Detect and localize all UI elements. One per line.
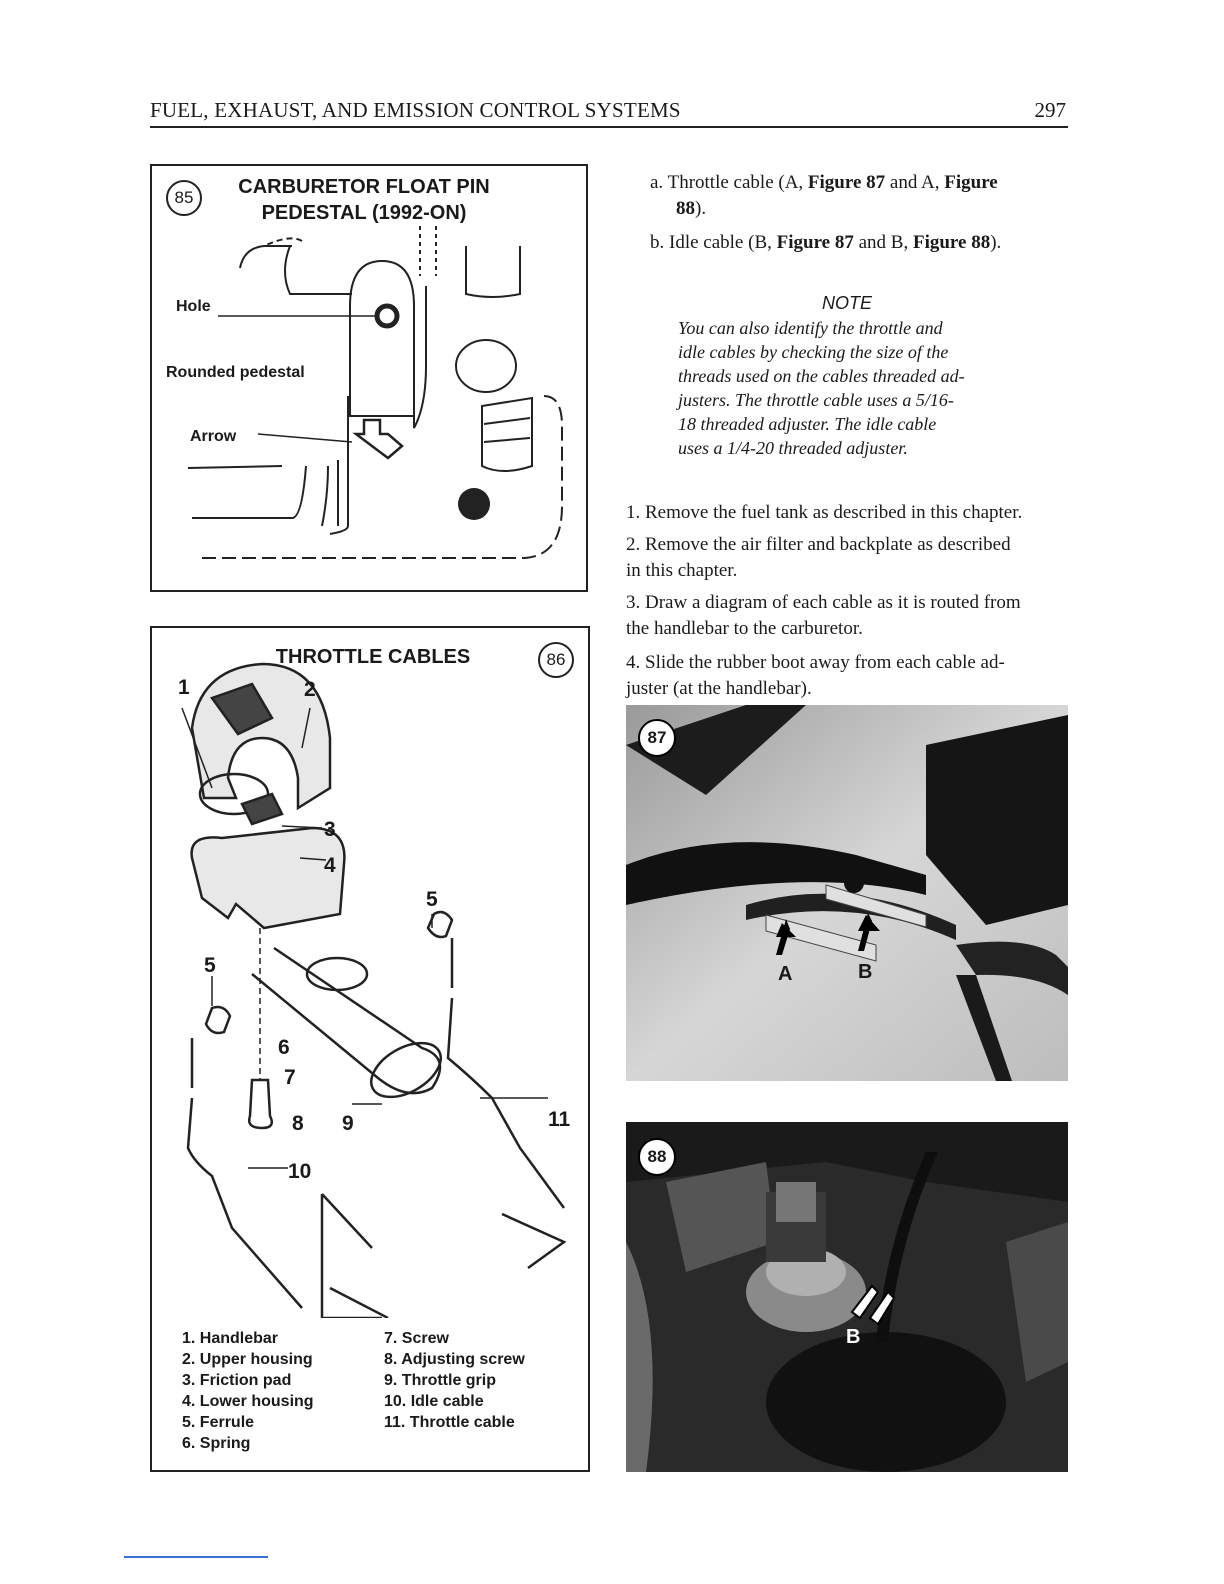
callout-11: 11 [548,1108,571,1131]
callout-9: 9 [342,1112,354,1135]
callout-3: 3 [324,818,336,841]
legend-column-left [182,1328,314,1454]
legend-item: 5. Ferrule [182,1414,255,1431]
legend-item: 1. Handlebar [182,1330,279,1347]
legend-item: 10. Idle cable [384,1393,484,1410]
photo-label-b: B [858,961,873,983]
photo-88-image [626,1122,1068,1472]
callout-7: 7 [284,1066,296,1089]
page-number: 297 [1034,98,1066,122]
legend-item: 9. Throttle grip [384,1372,496,1389]
note-body: You can also identify the throttle and idle cables by checking the size of the threads used on the cables threaded ad- justers. The throttle cable uses a 5/16- 18 threaded adjuster. The idle cable uses a 1/4-20 threaded adjuster. [678,318,965,458]
callout-5-right: 5 [426,888,438,911]
legend-item: 8. Adjusting screw [384,1351,525,1368]
callout-10: 10 [288,1160,312,1183]
figure-85 [150,164,588,592]
photo-label-b: B [846,1326,861,1348]
list-item-b: b. Idle cable (B, Figure 87 and B, Figure 88). [650,232,1002,253]
legend-item: 7. Screw [384,1330,449,1347]
step-4: 4. Slide the rubber boot away from each cable ad- juster (at the handlebar). [626,652,1005,699]
page-header [150,96,1068,128]
callout-5-left: 5 [204,954,216,977]
legend-column-right [384,1328,525,1433]
footer-link-underline [124,1556,268,1558]
legend-item: 11. Throttle cable [384,1414,515,1431]
figure-title: THROTTLE CABLES [275,646,471,668]
figure-86 [150,626,590,1472]
callout-6: 6 [278,1036,290,1059]
callout-4: 4 [324,854,336,877]
label-rounded-pedestal: Rounded pedestal [166,364,305,381]
photo-number-badge: 88 [638,1138,676,1176]
step-3: 3. Draw a diagram of each cable as it is routed from the handlebar to the carburetor. [626,592,1021,639]
figure-number-badge: 86 [538,642,574,678]
figure-title: CARBURETOR FLOAT PIN PEDESTAL (1992-ON) [238,176,490,224]
legend-item: 4. Lower housing [182,1393,314,1410]
label-hole: Hole [176,298,211,315]
photo-number-badge: 87 [638,719,676,757]
step-2: 2. Remove the air filter and backplate as described in this chapter. [626,534,1011,581]
step-1: 1. Remove the fuel tank as described in this chapter. [626,502,1023,523]
figure-number-badge: 85 [166,180,202,216]
throttle-cables-exploded-view [152,628,588,1318]
chapter-title: FUEL, EXHAUST, AND EMISSION CONTROL SYSTEMS [150,98,681,122]
legend-item: 2. Upper housing [182,1351,313,1368]
label-arrow: Arrow [190,428,237,445]
list-item-a: a. Throttle cable (A, Figure 87 and A, Figure 88). [650,172,998,219]
photo-87-image [626,705,1068,1081]
note-title: NOTE [821,293,872,313]
photo-figure-88 [626,1122,1068,1472]
legend-item: 3. Friction pad [182,1372,292,1389]
callout-8: 8 [292,1112,304,1135]
photo-figure-87 [626,705,1068,1081]
callout-1: 1 [178,676,190,699]
photo-label-a: A [778,963,793,985]
callout-2: 2 [304,678,316,701]
legend-item: 6. Spring [182,1435,251,1452]
